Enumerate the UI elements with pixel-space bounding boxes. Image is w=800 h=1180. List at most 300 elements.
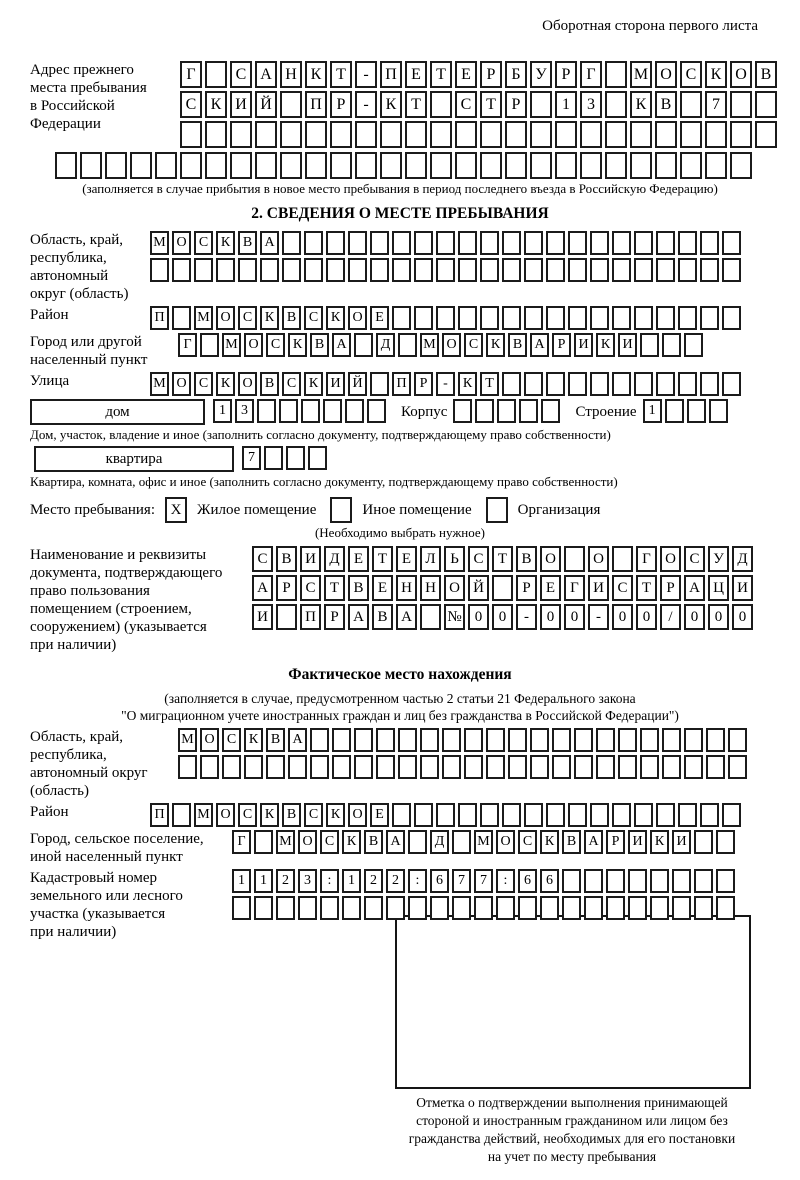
char-cell: К bbox=[380, 91, 402, 118]
char-cell: У bbox=[708, 546, 729, 572]
char-cell bbox=[530, 755, 549, 779]
char-cell: Г bbox=[180, 61, 202, 88]
char-cell: И bbox=[326, 372, 345, 396]
char-cell: С bbox=[304, 306, 323, 330]
char-cell: 0 bbox=[732, 604, 753, 630]
char-cell bbox=[722, 372, 741, 396]
char-cell: : bbox=[408, 869, 427, 893]
apartment-type-box: квартира bbox=[34, 446, 234, 472]
char-cell bbox=[590, 258, 609, 282]
char-cell bbox=[694, 896, 713, 920]
char-cell: Р bbox=[324, 604, 345, 630]
char-cell: П bbox=[150, 803, 169, 827]
char-cell: О bbox=[348, 306, 367, 330]
char-cell: С bbox=[194, 231, 213, 255]
char-cell: Н bbox=[396, 575, 417, 601]
char-cell bbox=[584, 896, 603, 920]
char-cell: Т bbox=[330, 61, 352, 88]
char-cell bbox=[605, 121, 627, 148]
fact-region-label-line: республика, bbox=[30, 747, 107, 763]
char-cell: Р bbox=[552, 333, 571, 357]
char-cell: С bbox=[680, 61, 702, 88]
char-cell: - bbox=[355, 91, 377, 118]
char-cell bbox=[546, 803, 565, 827]
char-cell bbox=[755, 91, 777, 118]
char-cell: Д bbox=[376, 333, 395, 357]
char-cell: Т bbox=[405, 91, 427, 118]
prev-address-row-2 bbox=[180, 91, 780, 118]
char-cell: К bbox=[540, 830, 559, 854]
char-cell bbox=[684, 755, 703, 779]
char-cell bbox=[568, 231, 587, 255]
char-cell bbox=[55, 152, 77, 179]
char-cell bbox=[580, 152, 602, 179]
char-cell: 1 bbox=[643, 399, 662, 423]
char-cell bbox=[205, 61, 227, 88]
char-cell: 3 bbox=[580, 91, 602, 118]
char-cell bbox=[656, 306, 675, 330]
char-cell: Т bbox=[492, 546, 513, 572]
char-cell bbox=[722, 258, 741, 282]
char-cell bbox=[264, 446, 283, 470]
char-cell bbox=[546, 231, 565, 255]
char-cell: Т bbox=[636, 575, 657, 601]
char-cell: О bbox=[244, 333, 263, 357]
char-cell bbox=[656, 803, 675, 827]
char-cell bbox=[562, 896, 581, 920]
char-cell: Г bbox=[232, 830, 251, 854]
house-type-box: дом bbox=[30, 399, 205, 425]
char-cell: О bbox=[444, 575, 465, 601]
char-cell bbox=[568, 306, 587, 330]
char-cell bbox=[436, 306, 455, 330]
cadastral-row-2 bbox=[232, 896, 738, 920]
char-cell: К bbox=[260, 803, 279, 827]
char-cell bbox=[172, 306, 191, 330]
char-cell bbox=[305, 152, 327, 179]
char-cell: 0 bbox=[612, 604, 633, 630]
char-cell: А bbox=[396, 604, 417, 630]
cadastral-label-line: при наличии) bbox=[30, 924, 117, 940]
char-cell bbox=[280, 121, 302, 148]
char-cell bbox=[430, 896, 449, 920]
char-cell bbox=[722, 803, 741, 827]
char-cell bbox=[398, 728, 417, 752]
char-cell bbox=[596, 728, 615, 752]
cadastral-label-line: участка (указывается bbox=[30, 906, 166, 922]
street-row bbox=[150, 372, 744, 396]
region-label bbox=[30, 231, 150, 303]
char-cell: К bbox=[305, 61, 327, 88]
char-cell: М bbox=[194, 803, 213, 827]
char-cell bbox=[612, 306, 631, 330]
char-cell: С bbox=[468, 546, 489, 572]
char-cell bbox=[475, 399, 494, 423]
stroenie-row bbox=[643, 399, 731, 423]
char-cell bbox=[436, 231, 455, 255]
stay-option-residential-label: Жилое помещение bbox=[197, 501, 317, 518]
char-cell bbox=[200, 755, 219, 779]
char-cell bbox=[216, 258, 235, 282]
char-cell: Е bbox=[372, 575, 393, 601]
char-cell bbox=[590, 231, 609, 255]
char-cell bbox=[662, 333, 681, 357]
char-cell: : bbox=[496, 869, 515, 893]
char-cell bbox=[605, 152, 627, 179]
char-cell bbox=[596, 755, 615, 779]
region-label-line: республика, bbox=[30, 250, 107, 266]
char-cell bbox=[716, 830, 735, 854]
char-cell: 6 bbox=[518, 869, 537, 893]
char-cell bbox=[442, 755, 461, 779]
char-cell bbox=[590, 306, 609, 330]
header-note: Оборотная сторона первого листа bbox=[542, 18, 758, 34]
char-cell: Е bbox=[540, 575, 561, 601]
prev-address-label-line: Федерации bbox=[30, 116, 101, 132]
char-cell: Е bbox=[455, 61, 477, 88]
char-cell: В bbox=[562, 830, 581, 854]
fact-region-label-line: автономный округ bbox=[30, 765, 148, 781]
char-cell: И bbox=[732, 575, 753, 601]
korpus-row bbox=[453, 399, 563, 423]
char-cell: О bbox=[348, 803, 367, 827]
char-cell bbox=[326, 231, 345, 255]
char-cell: Д bbox=[324, 546, 345, 572]
char-cell: М bbox=[194, 306, 213, 330]
char-cell bbox=[430, 152, 452, 179]
fact-district-label: Район bbox=[30, 804, 69, 820]
char-cell: С bbox=[518, 830, 537, 854]
char-cell bbox=[310, 755, 329, 779]
char-cell bbox=[458, 258, 477, 282]
char-cell bbox=[612, 803, 631, 827]
char-cell bbox=[230, 152, 252, 179]
char-cell bbox=[628, 869, 647, 893]
char-cell: Й bbox=[255, 91, 277, 118]
char-cell bbox=[618, 755, 637, 779]
district-field bbox=[30, 306, 770, 330]
char-cell bbox=[155, 152, 177, 179]
char-cell: А bbox=[260, 231, 279, 255]
char-cell bbox=[288, 755, 307, 779]
char-cell bbox=[279, 399, 298, 423]
char-cell bbox=[420, 604, 441, 630]
char-cell: С bbox=[252, 546, 273, 572]
char-cell bbox=[238, 258, 257, 282]
char-cell bbox=[330, 152, 352, 179]
char-cell: Е bbox=[370, 803, 389, 827]
char-cell: 0 bbox=[684, 604, 705, 630]
char-cell bbox=[178, 755, 197, 779]
city-label-line: Город или другой bbox=[30, 334, 142, 350]
char-cell bbox=[492, 575, 513, 601]
char-cell bbox=[453, 399, 472, 423]
char-cell: С bbox=[464, 333, 483, 357]
prev-address-caption: (заполняется в случае прибытия в новое место пребывания в период последнего въезда в Российскую Федерацию) bbox=[82, 181, 718, 196]
char-cell bbox=[505, 121, 527, 148]
prev-address-label bbox=[30, 61, 180, 133]
fact-city-label-line: Город, сельское поселение, bbox=[30, 831, 204, 847]
char-cell bbox=[680, 91, 702, 118]
char-cell bbox=[530, 152, 552, 179]
char-cell: О bbox=[216, 803, 235, 827]
char-cell: К bbox=[458, 372, 477, 396]
char-cell bbox=[606, 869, 625, 893]
char-cell: И bbox=[672, 830, 691, 854]
char-cell: С bbox=[194, 372, 213, 396]
district-label: Район bbox=[30, 307, 69, 323]
char-cell bbox=[574, 728, 593, 752]
char-cell bbox=[354, 333, 373, 357]
char-cell bbox=[414, 306, 433, 330]
char-cell bbox=[730, 152, 752, 179]
char-cell bbox=[276, 604, 297, 630]
char-cell bbox=[678, 372, 697, 396]
char-cell: 3 bbox=[235, 399, 254, 423]
char-cell: С bbox=[180, 91, 202, 118]
char-cell bbox=[486, 728, 505, 752]
char-cell: : bbox=[320, 869, 339, 893]
char-cell bbox=[505, 152, 527, 179]
char-cell: Б bbox=[505, 61, 527, 88]
char-cell bbox=[480, 231, 499, 255]
char-cell bbox=[519, 399, 538, 423]
char-cell: 7 bbox=[452, 869, 471, 893]
char-cell: С bbox=[300, 575, 321, 601]
char-cell bbox=[730, 91, 752, 118]
char-cell bbox=[650, 869, 669, 893]
char-cell bbox=[301, 399, 320, 423]
char-cell bbox=[502, 231, 521, 255]
char-cell bbox=[323, 399, 342, 423]
prev-address-label-line: в Российской bbox=[30, 98, 115, 114]
char-cell bbox=[408, 896, 427, 920]
stay-option-organization-label: Организация bbox=[517, 501, 601, 518]
char-cell bbox=[684, 333, 703, 357]
char-cell: 1 bbox=[555, 91, 577, 118]
prev-address-label-line: места пребывания bbox=[30, 80, 147, 96]
char-cell bbox=[230, 121, 252, 148]
char-cell bbox=[634, 231, 653, 255]
char-cell: А bbox=[684, 575, 705, 601]
char-cell: Н bbox=[280, 61, 302, 88]
stamp-caption-line: гражданства действий, необходимых для его постановки bbox=[408, 1131, 736, 1146]
char-cell: 0 bbox=[468, 604, 489, 630]
char-cell bbox=[694, 869, 713, 893]
char-cell: 7 bbox=[474, 869, 493, 893]
char-cell bbox=[568, 803, 587, 827]
confirmation-stamp-box bbox=[395, 915, 751, 1089]
char-cell bbox=[580, 121, 602, 148]
char-cell bbox=[348, 258, 367, 282]
char-cell: Е bbox=[348, 546, 369, 572]
city-row bbox=[178, 333, 706, 357]
char-cell bbox=[705, 152, 727, 179]
char-cell bbox=[286, 446, 305, 470]
char-cell: Ц bbox=[708, 575, 729, 601]
char-cell bbox=[222, 755, 241, 779]
char-cell: К bbox=[304, 372, 323, 396]
char-cell bbox=[722, 231, 741, 255]
char-cell bbox=[524, 231, 543, 255]
char-cell: О bbox=[172, 231, 191, 255]
stamp-caption-line: на учет по месту пребывания bbox=[487, 1149, 657, 1164]
char-cell bbox=[680, 152, 702, 179]
char-cell bbox=[205, 121, 227, 148]
char-cell: Т bbox=[480, 372, 499, 396]
stamp-caption-line: стороной и иностранным гражданином или лицом без bbox=[416, 1113, 728, 1128]
char-cell bbox=[590, 803, 609, 827]
korpus-label: Корпус bbox=[401, 404, 448, 420]
cadastral-label-line: Кадастровый номер bbox=[30, 870, 157, 886]
char-cell: 6 bbox=[540, 869, 559, 893]
char-cell bbox=[392, 231, 411, 255]
char-cell bbox=[458, 231, 477, 255]
fact-region-label-line: (область) bbox=[30, 783, 89, 799]
char-cell bbox=[755, 121, 777, 148]
char-cell bbox=[420, 755, 439, 779]
char-cell bbox=[80, 152, 102, 179]
char-cell: Р bbox=[505, 91, 527, 118]
char-cell bbox=[634, 258, 653, 282]
char-cell: К bbox=[326, 803, 345, 827]
char-cell: О bbox=[660, 546, 681, 572]
char-cell: Р bbox=[480, 61, 502, 88]
char-cell bbox=[524, 258, 543, 282]
char-cell bbox=[552, 755, 571, 779]
char-cell bbox=[330, 121, 352, 148]
char-cell bbox=[630, 152, 652, 179]
char-cell bbox=[257, 399, 276, 423]
region-label-line: автономный bbox=[30, 268, 109, 284]
char-cell: О bbox=[216, 306, 235, 330]
document-label-line: право пользования bbox=[30, 583, 150, 599]
char-cell bbox=[430, 121, 452, 148]
char-cell bbox=[530, 91, 552, 118]
char-cell: Е bbox=[370, 306, 389, 330]
char-cell bbox=[640, 755, 659, 779]
char-cell: О bbox=[730, 61, 752, 88]
stay-option-other-label: Иное помещение bbox=[362, 501, 472, 518]
char-cell bbox=[612, 231, 631, 255]
char-cell bbox=[376, 755, 395, 779]
char-cell: 1 bbox=[232, 869, 251, 893]
char-cell: Р bbox=[276, 575, 297, 601]
char-cell bbox=[700, 803, 719, 827]
char-cell bbox=[546, 306, 565, 330]
stay-place-label: Место пребывания: bbox=[30, 501, 155, 518]
char-cell: П bbox=[300, 604, 321, 630]
char-cell: 0 bbox=[564, 604, 585, 630]
stay-option-residential-checkbox: X bbox=[165, 497, 187, 523]
fact-district-field bbox=[30, 803, 770, 827]
char-cell: К bbox=[596, 333, 615, 357]
stamp-caption bbox=[352, 1094, 792, 1166]
char-cell bbox=[672, 896, 691, 920]
char-cell bbox=[672, 869, 691, 893]
char-cell bbox=[380, 152, 402, 179]
char-cell bbox=[310, 728, 329, 752]
char-cell: И bbox=[574, 333, 593, 357]
house-number-row bbox=[213, 399, 389, 423]
char-cell: В bbox=[516, 546, 537, 572]
char-cell bbox=[705, 121, 727, 148]
char-cell bbox=[458, 803, 477, 827]
char-cell bbox=[502, 803, 521, 827]
char-cell bbox=[414, 231, 433, 255]
char-cell bbox=[367, 399, 386, 423]
char-cell: Г bbox=[580, 61, 602, 88]
char-cell bbox=[474, 896, 493, 920]
char-cell bbox=[376, 728, 395, 752]
char-cell bbox=[304, 231, 323, 255]
char-cell: 1 bbox=[213, 399, 232, 423]
prev-address-row-1 bbox=[180, 61, 780, 88]
char-cell bbox=[524, 803, 543, 827]
char-cell bbox=[546, 258, 565, 282]
char-cell: И bbox=[230, 91, 252, 118]
char-cell: О bbox=[540, 546, 561, 572]
char-cell bbox=[502, 258, 521, 282]
char-cell: И bbox=[588, 575, 609, 601]
char-cell: Т bbox=[372, 546, 393, 572]
char-cell bbox=[655, 121, 677, 148]
char-cell bbox=[665, 399, 684, 423]
cadastral-label bbox=[30, 869, 232, 941]
char-cell: К bbox=[216, 231, 235, 255]
char-cell: 2 bbox=[364, 869, 383, 893]
char-cell bbox=[354, 755, 373, 779]
house-caption: Дом, участок, владение и иное (заполнить согласно документу, подтверждающему право собственности) bbox=[30, 427, 611, 442]
char-cell: В bbox=[238, 231, 257, 255]
char-cell bbox=[480, 152, 502, 179]
char-cell bbox=[260, 258, 279, 282]
street-label: Улица bbox=[30, 373, 70, 389]
char-cell: А bbox=[530, 333, 549, 357]
char-cell bbox=[555, 152, 577, 179]
district-row bbox=[150, 306, 744, 330]
char-cell bbox=[332, 728, 351, 752]
fact-city-row bbox=[232, 830, 738, 854]
char-cell bbox=[655, 152, 677, 179]
char-cell bbox=[205, 152, 227, 179]
char-cell: Е bbox=[405, 61, 427, 88]
char-cell bbox=[392, 306, 411, 330]
char-cell bbox=[700, 258, 719, 282]
char-cell: В bbox=[508, 333, 527, 357]
document-label-line: документа, подтверждающего bbox=[30, 565, 223, 581]
char-cell bbox=[180, 152, 202, 179]
char-cell bbox=[405, 152, 427, 179]
char-cell bbox=[405, 121, 427, 148]
char-cell bbox=[541, 399, 560, 423]
char-cell bbox=[458, 306, 477, 330]
char-cell: В bbox=[282, 803, 301, 827]
char-cell bbox=[612, 258, 631, 282]
char-cell: Р bbox=[660, 575, 681, 601]
region-label-line: округ (область) bbox=[30, 286, 129, 302]
char-cell bbox=[716, 869, 735, 893]
char-cell bbox=[662, 728, 681, 752]
document-label-line: при наличии) bbox=[30, 637, 117, 653]
char-cell bbox=[254, 896, 273, 920]
char-cell bbox=[496, 896, 515, 920]
char-cell bbox=[342, 896, 361, 920]
char-cell: А bbox=[288, 728, 307, 752]
stroenie-label: Строение bbox=[575, 404, 637, 420]
char-cell bbox=[612, 372, 631, 396]
char-cell: Й bbox=[348, 372, 367, 396]
